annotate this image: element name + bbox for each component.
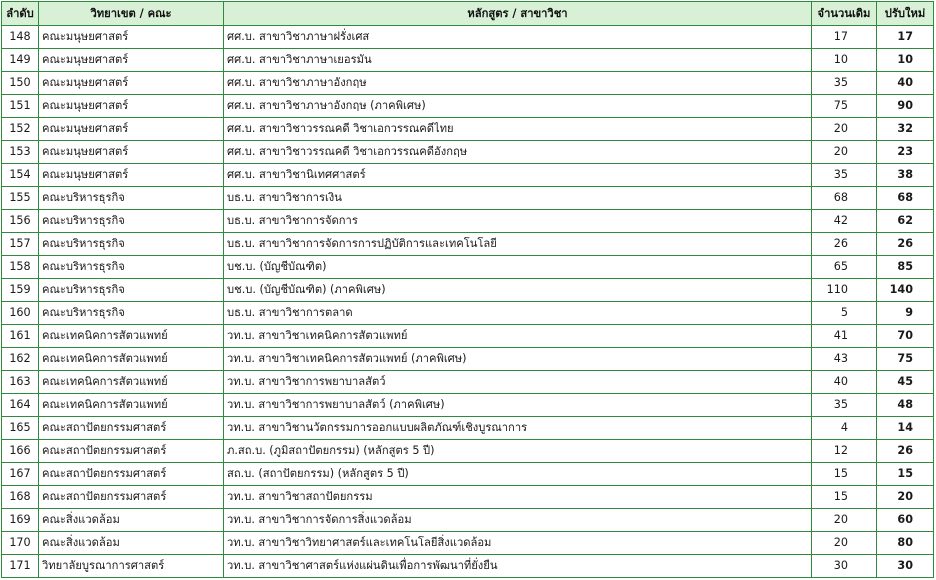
- table-row: [2, 164, 934, 187]
- table-row: [2, 141, 934, 164]
- program-cell: ภ.สถ.บ. (ภูมิสถาปัตยกรรม) (หลักสูตร 5 ปี): [224, 440, 812, 463]
- program-cell: วท.บ. สาขาวิชาการพยาบาลสัตว์ (ภาคพิเศษ): [224, 394, 812, 417]
- faculty-cell: คณะเทคนิคการสัตวแพทย์: [39, 325, 224, 348]
- table-row: [2, 463, 934, 486]
- program-cell: สถ.บ. (สถาปัตยกรรม) (หลักสูตร 5 ปี): [224, 463, 812, 486]
- row-number: 155: [2, 187, 39, 210]
- row-number: 167: [2, 463, 39, 486]
- new-count-cell: 40: [877, 72, 934, 95]
- old-count-cell: 20: [812, 141, 877, 164]
- table-row: [2, 371, 934, 394]
- quota-table: [1, 1, 934, 578]
- table-row: [2, 509, 934, 532]
- program-cell: วท.บ. สาขาวิชาการพยาบาลสัตว์: [224, 371, 812, 394]
- program-cell: ศศ.บ. สาขาวิชาวรรณคดี วิชาเอกวรรณคดีอังกฤษ: [224, 141, 812, 164]
- faculty-cell: คณะมนุษยศาสตร์: [39, 164, 224, 187]
- faculty-cell: คณะมนุษยศาสตร์: [39, 95, 224, 118]
- program-cell: ศศ.บ. สาขาวิชาภาษาฝรั่งเศส: [224, 26, 812, 49]
- faculty-cell: วิทยาลัยบูรณาการศาสตร์: [39, 555, 224, 578]
- old-count-cell: 15: [812, 486, 877, 509]
- old-count-cell: 65: [812, 256, 877, 279]
- program-cell: บธ.บ. สาขาวิชาการจัดการ: [224, 210, 812, 233]
- table-row: [2, 440, 934, 463]
- new-count-cell: 38: [877, 164, 934, 187]
- old-count-cell: 40: [812, 371, 877, 394]
- old-count-cell: 35: [812, 72, 877, 95]
- new-count-cell: 62: [877, 210, 934, 233]
- table-row: [2, 210, 934, 233]
- old-count-cell: 5: [812, 302, 877, 325]
- faculty-cell: คณะสถาปัตยกรรมศาสตร์: [39, 440, 224, 463]
- row-number: 154: [2, 164, 39, 187]
- table-row: [2, 348, 934, 371]
- row-number: 149: [2, 49, 39, 72]
- new-count-cell: 30: [877, 555, 934, 578]
- old-count-cell: 12: [812, 440, 877, 463]
- old-count-cell: 41: [812, 325, 877, 348]
- old-count-cell: 43: [812, 348, 877, 371]
- old-count-cell: 17: [812, 26, 877, 49]
- table-row: [2, 417, 934, 440]
- program-cell: บช.บ. (บัญชีบัณฑิต) (ภาคพิเศษ): [224, 279, 812, 302]
- faculty-cell: คณะมนุษยศาสตร์: [39, 72, 224, 95]
- row-number: 171: [2, 555, 39, 578]
- faculty-cell: คณะสถาปัตยกรรมศาสตร์: [39, 486, 224, 509]
- header-no: ลำดับ: [2, 2, 39, 26]
- new-count-cell: 20: [877, 486, 934, 509]
- table-row: [2, 394, 934, 417]
- old-count-cell: 20: [812, 118, 877, 141]
- table-row: [2, 187, 934, 210]
- new-count-cell: 10: [877, 49, 934, 72]
- new-count-cell: 45: [877, 371, 934, 394]
- row-number: 169: [2, 509, 39, 532]
- program-cell: วท.บ. สาขาวิชาเทคนิคการสัตวแพทย์: [224, 325, 812, 348]
- program-cell: บธ.บ. สาขาวิชาการจัดการการปฏิบัติการและเทคโนโลยี: [224, 233, 812, 256]
- old-count-cell: 26: [812, 233, 877, 256]
- faculty-cell: คณะเทคนิคการสัตวแพทย์: [39, 348, 224, 371]
- new-count-cell: 9: [877, 302, 934, 325]
- program-cell: วท.บ. สาขาวิชาสถาปัตยกรรม: [224, 486, 812, 509]
- row-number: 153: [2, 141, 39, 164]
- table-row: [2, 532, 934, 555]
- faculty-cell: คณะบริหารธุรกิจ: [39, 256, 224, 279]
- table-row: [2, 302, 934, 325]
- table-row: [2, 555, 934, 578]
- program-cell: บธ.บ. สาขาวิชาการตลาด: [224, 302, 812, 325]
- header-new-count: ปรับใหม่: [877, 2, 934, 26]
- faculty-cell: คณะมนุษยศาสตร์: [39, 26, 224, 49]
- program-cell: วท.บ. สาขาวิชานวัตกรรมการออกแบบผลิตภัณฑ์เชิงบูรณาการ: [224, 417, 812, 440]
- old-count-cell: 30: [812, 555, 877, 578]
- new-count-cell: 70: [877, 325, 934, 348]
- header-old-count: จำนวนเดิม: [812, 2, 877, 26]
- new-count-cell: 14: [877, 417, 934, 440]
- table-row: [2, 256, 934, 279]
- faculty-cell: คณะเทคนิคการสัตวแพทย์: [39, 394, 224, 417]
- row-number: 160: [2, 302, 39, 325]
- faculty-cell: คณะบริหารธุรกิจ: [39, 210, 224, 233]
- faculty-cell: คณะมนุษยศาสตร์: [39, 49, 224, 72]
- program-cell: ศศ.บ. สาขาวิชาวรรณคดี วิชาเอกวรรณคดีไทย: [224, 118, 812, 141]
- new-count-cell: 60: [877, 509, 934, 532]
- new-count-cell: 68: [877, 187, 934, 210]
- new-count-cell: 26: [877, 233, 934, 256]
- program-cell: ศศ.บ. สาขาวิชานิเทศศาสตร์: [224, 164, 812, 187]
- table-body: [2, 26, 934, 578]
- old-count-cell: 35: [812, 164, 877, 187]
- new-count-cell: 75: [877, 348, 934, 371]
- new-count-cell: 80: [877, 532, 934, 555]
- row-number: 156: [2, 210, 39, 233]
- old-count-cell: 20: [812, 509, 877, 532]
- old-count-cell: 10: [812, 49, 877, 72]
- row-number: 158: [2, 256, 39, 279]
- old-count-cell: 68: [812, 187, 877, 210]
- faculty-cell: คณะสถาปัตยกรรมศาสตร์: [39, 417, 224, 440]
- program-cell: วท.บ. สาขาวิชาวิทยาศาสตร์และเทคโนโลยีสิ่งแวดล้อม: [224, 532, 812, 555]
- table-row: [2, 95, 934, 118]
- table-row: [2, 486, 934, 509]
- faculty-cell: คณะมนุษยศาสตร์: [39, 118, 224, 141]
- table-row: [2, 49, 934, 72]
- program-cell: ศศ.บ. สาขาวิชาภาษาอังกฤษ (ภาคพิเศษ): [224, 95, 812, 118]
- row-number: 151: [2, 95, 39, 118]
- program-cell: ศศ.บ. สาขาวิชาภาษาอังกฤษ: [224, 72, 812, 95]
- new-count-cell: 90: [877, 95, 934, 118]
- old-count-cell: 15: [812, 463, 877, 486]
- header-faculty: วิทยาเขต / คณะ: [39, 2, 224, 26]
- program-cell: ศศ.บ. สาขาวิชาภาษาเยอรมัน: [224, 49, 812, 72]
- row-number: 162: [2, 348, 39, 371]
- old-count-cell: 75: [812, 95, 877, 118]
- faculty-cell: คณะสถาปัตยกรรมศาสตร์: [39, 463, 224, 486]
- new-count-cell: 23: [877, 141, 934, 164]
- faculty-cell: คณะบริหารธุรกิจ: [39, 302, 224, 325]
- row-number: 150: [2, 72, 39, 95]
- old-count-cell: 35: [812, 394, 877, 417]
- table-row: [2, 118, 934, 141]
- old-count-cell: 42: [812, 210, 877, 233]
- program-cell: วท.บ. สาขาวิชาเทคนิคการสัตวแพทย์ (ภาคพิเศษ): [224, 348, 812, 371]
- table-row: [2, 325, 934, 348]
- new-count-cell: 15: [877, 463, 934, 486]
- faculty-cell: คณะบริหารธุรกิจ: [39, 187, 224, 210]
- row-number: 152: [2, 118, 39, 141]
- program-cell: บธ.บ. สาขาวิชาการเงิน: [224, 187, 812, 210]
- old-count-cell: 20: [812, 532, 877, 555]
- row-number: 165: [2, 417, 39, 440]
- new-count-cell: 26: [877, 440, 934, 463]
- faculty-cell: คณะมนุษยศาสตร์: [39, 141, 224, 164]
- faculty-cell: คณะสิ่งแวดล้อม: [39, 532, 224, 555]
- new-count-cell: 32: [877, 118, 934, 141]
- table-row: [2, 26, 934, 49]
- row-number: 161: [2, 325, 39, 348]
- faculty-cell: คณะบริหารธุรกิจ: [39, 233, 224, 256]
- table-row: [2, 233, 934, 256]
- old-count-cell: 4: [812, 417, 877, 440]
- new-count-cell: 85: [877, 256, 934, 279]
- row-number: 159: [2, 279, 39, 302]
- header-row: [2, 2, 934, 26]
- program-cell: วท.บ. สาขาวิชาศาสตร์แห่งแผ่นดินเพื่อการพัฒนาที่ยั่งยืน: [224, 555, 812, 578]
- old-count-cell: 110: [812, 279, 877, 302]
- row-number: 166: [2, 440, 39, 463]
- header-program: หลักสูตร / สาขาวิชา: [224, 2, 812, 26]
- row-number: 157: [2, 233, 39, 256]
- row-number: 170: [2, 532, 39, 555]
- program-cell: บช.บ. (บัญชีบัณฑิต): [224, 256, 812, 279]
- new-count-cell: 140: [877, 279, 934, 302]
- new-count-cell: 17: [877, 26, 934, 49]
- row-number: 164: [2, 394, 39, 417]
- new-count-cell: 48: [877, 394, 934, 417]
- row-number: 148: [2, 26, 39, 49]
- faculty-cell: คณะสิ่งแวดล้อม: [39, 509, 224, 532]
- faculty-cell: คณะบริหารธุรกิจ: [39, 279, 224, 302]
- faculty-cell: คณะเทคนิคการสัตวแพทย์: [39, 371, 224, 394]
- row-number: 163: [2, 371, 39, 394]
- row-number: 168: [2, 486, 39, 509]
- table-row: [2, 279, 934, 302]
- table-row: [2, 72, 934, 95]
- program-cell: วท.บ. สาขาวิชาการจัดการสิ่งแวดล้อม: [224, 509, 812, 532]
